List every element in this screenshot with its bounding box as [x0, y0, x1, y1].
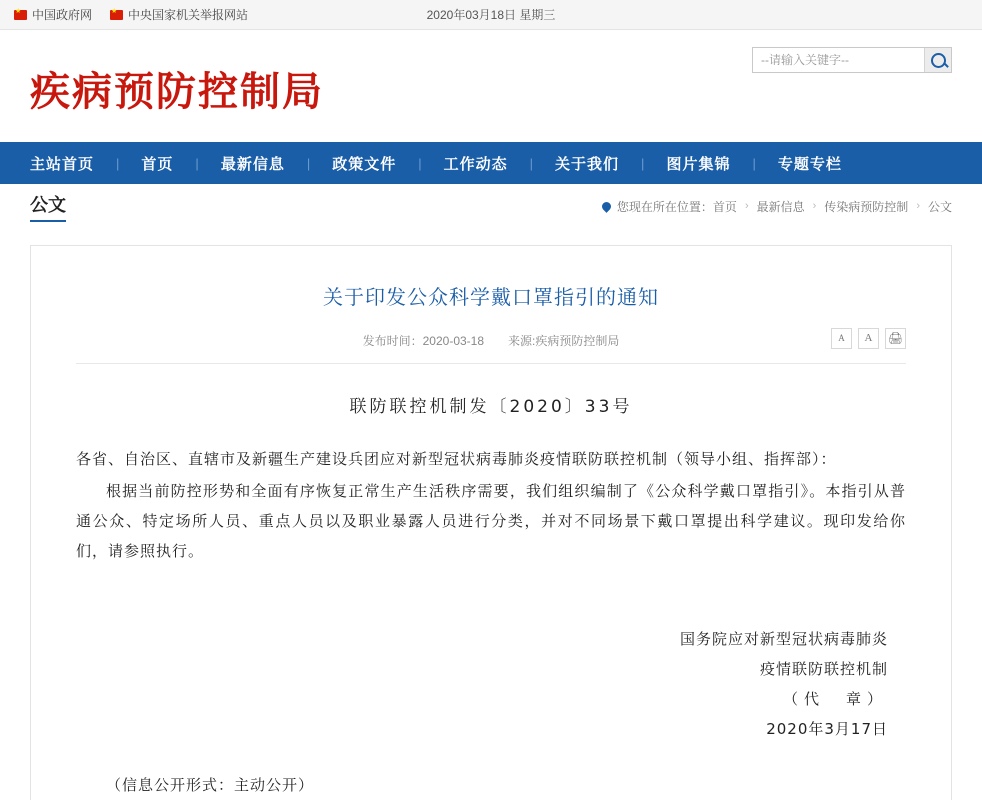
site-header: [0, 30, 982, 142]
nav-separator: |: [641, 155, 645, 171]
nav-item-photo-gallery[interactable]: 图片集锦: [666, 154, 731, 173]
main-nav: [0, 142, 982, 184]
print-icon[interactable]: 🖨: [885, 328, 906, 349]
font-larger-button[interactable]: A: [858, 328, 879, 349]
location-pin-icon: [600, 200, 613, 213]
nav-item-main-home[interactable]: 主站首页: [30, 154, 95, 173]
breadcrumb-arrow-icon: ›: [812, 200, 817, 212]
breadcrumb-arrow-icon: ›: [916, 200, 920, 212]
nav-item-work-updates[interactable]: 工作动态: [443, 154, 508, 173]
nav-separator: |: [418, 155, 422, 171]
topbar-date: 2020年03月18日 星期三: [426, 8, 556, 22]
top-bar: [0, 0, 982, 30]
search-box[interactable]: [752, 47, 952, 73]
topbar-link-report-label: 中央国家机关举报网站: [128, 8, 249, 22]
signature-line: 国务院应对新型冠状病毒肺炎: [679, 630, 888, 648]
nav-item-home[interactable]: 首页: [141, 154, 174, 173]
nav-separator: |: [752, 155, 756, 171]
article-footnote: （信息公开形式：主动公开）: [106, 776, 315, 794]
breadcrumb-item-home[interactable]: 首页: [712, 199, 737, 214]
breadcrumb-arrow-icon: ›: [744, 200, 749, 212]
search-input[interactable]: [753, 48, 924, 72]
signature-seal: （代 章）: [782, 690, 888, 708]
page-title: 公文: [30, 191, 66, 222]
china-flag-icon: [110, 10, 123, 20]
nav-separator: |: [116, 155, 120, 171]
nav-item-policy-docs[interactable]: 政策文件: [332, 154, 397, 173]
article-body: [76, 392, 906, 800]
breadcrumb-bar: [0, 184, 982, 228]
china-flag-icon: [14, 10, 27, 20]
breadcrumb-item-latest-news[interactable]: 最新信息: [756, 199, 805, 214]
breadcrumb: [602, 198, 952, 215]
article-meta: [76, 332, 906, 364]
article-paragraph: 各省、自治区、直辖市及新疆生产建设兵团应对新型冠状病毒肺炎疫情联防联控机制（领导小组、指挥部）：: [76, 450, 837, 468]
topbar-link-gov-label: 中国政府网: [32, 8, 93, 22]
nav-item-about-us[interactable]: 关于我们: [555, 154, 620, 173]
breadcrumb-prefix: 您现在所在位置：: [616, 199, 713, 214]
nav-separator: |: [195, 155, 199, 171]
article-source: 来源:疾病预防控制局: [508, 334, 620, 348]
site-title: 疾病预防控制局: [30, 69, 324, 115]
font-smaller-button[interactable]: A: [831, 328, 852, 349]
nav-separator: |: [306, 155, 311, 171]
article-paragraph: 根据当前防控形势和全面有序恢复正常生产生活秩序需要，我们组织编制了《公众科学戴口罩指引》。本指引从普通公众、特定场所人员、重点人员以及职业暴露人员进行分类，并对不同场景下戴口罩提出科学建议。现印发给你们，请参照执行。: [76, 482, 906, 560]
signature-line: 疫情联防联控机制: [759, 660, 888, 678]
topbar-link-gov[interactable]: [14, 6, 92, 23]
search-button[interactable]: [924, 48, 951, 72]
search-icon: [931, 53, 946, 68]
nav-separator: |: [529, 155, 534, 171]
nav-item-latest-news[interactable]: 最新信息: [220, 154, 285, 173]
topbar-link-report[interactable]: [110, 6, 248, 23]
article-signature: [76, 624, 906, 744]
document-number: 联防联控机制发〔2020〕33号: [349, 397, 633, 417]
publish-time: 发布时间：2020-03-18: [362, 334, 485, 348]
breadcrumb-item-infectious-disease[interactable]: 传染病预防控制: [824, 199, 909, 214]
nav-item-special-topics[interactable]: 专题专栏: [777, 154, 842, 173]
article-tools: [831, 328, 906, 349]
article-card: [30, 245, 952, 800]
signature-date: 2020年3月17日: [766, 720, 888, 738]
breadcrumb-item-current[interactable]: 公文: [927, 199, 952, 214]
article-title: 关于印发公众科学戴口罩指引的通知: [323, 285, 659, 309]
